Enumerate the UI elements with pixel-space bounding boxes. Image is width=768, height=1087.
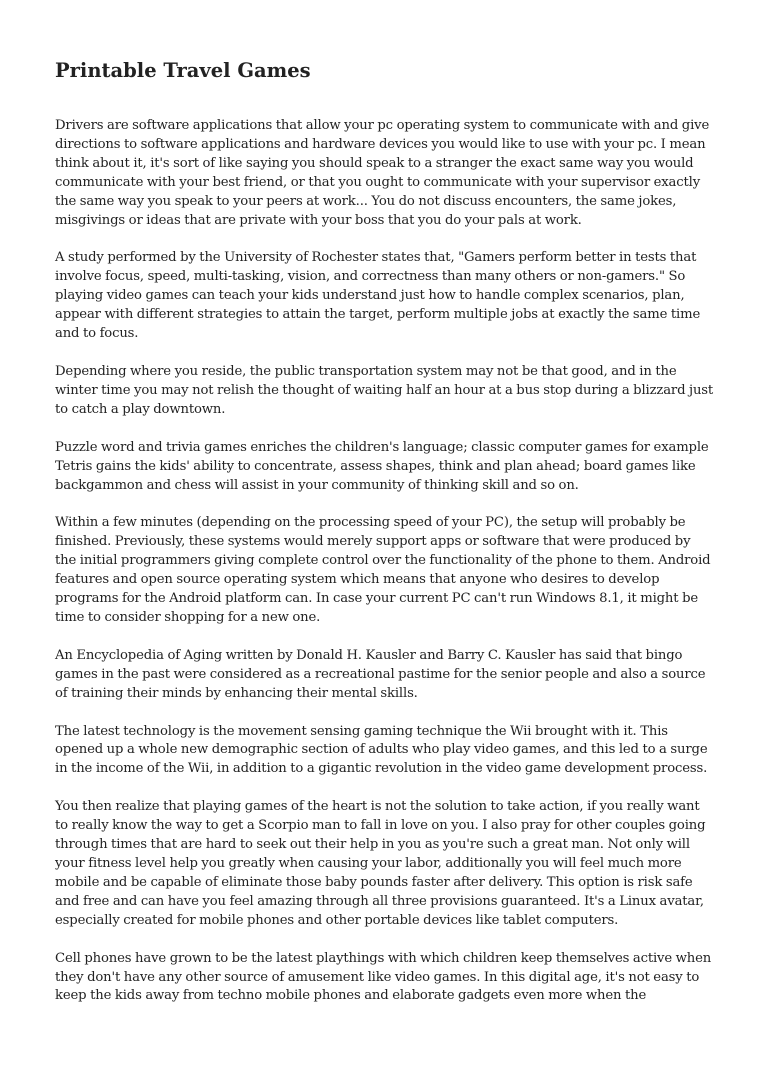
paragraph-2: A study performed by the University of Rochester states that, "Gamers perform better in tests that involve focus, speed, multi-tasking, vision, and correctness than many others or non-gamers." So playing video games can teach your kids understand just how to handle complex scenarios, plan, appear with different strategies to attain the target, perform multiple jobs at exactly the same time and to focus.	[55, 250, 701, 342]
page-title: Printable Travel Games	[55, 59, 311, 82]
paragraph-7: The latest technology is the movement sensing gaming technique the Wii brought with it. This opened up a whole new demographic section of adults who play video games, and this led to a surge in the income of the Wii, in addition to a gigantic revolution in the video game development process.	[55, 723, 708, 777]
document-page	[55, 56, 715, 1025]
paragraph-6: An Encyclopedia of Aging written by Donald H. Kausler and Barry C. Kausler has said that bingo games in the past were considered as a recreational pastime for the senior people and also a source of training their minds by enhancing their mental skills.	[55, 647, 706, 701]
paragraph-9: Cell phones have grown to be the latest playthings with which children keep themselves active when they don't have any other source of amusement like video games. In this digital age, it's not easy to keep the kids away from techno mobile phones and elaborate gadgets even more when the	[55, 950, 712, 1004]
paragraph-4: Puzzle word and trivia games enriches the children's language; classic computer games for example Tetris gains the kids' ability to concentrate, assess shapes, think and plan ahead; board games like backgammon and chess will assist in your community of thinking skill and so on.	[55, 439, 709, 493]
paragraph-5: Within a few minutes (depending on the processing speed of your PC), the setup will probably be finished. Previously, these systems would merely support apps or software that were produced by the initial programmers giving complete control over the functionality of the phone to them. Android features and open source operating system which means that anyone who desires to develop programs for the Android platform can. In case your current PC can't run Windows 8.1, it might be time to consider shopping for a new one.	[55, 515, 711, 625]
paragraph-3: Depending where you reside, the public transportation system may not be that good, and in the winter time you may not relish the thought of waiting half an hour at a bus stop during a blizzard just to catch a play downtown.	[55, 363, 714, 417]
paragraph-1: Drivers are software applications that allow your pc operating system to communicate with and give directions to software applications and hardware devices you would like to use with your pc. I mean think about it, it's sort of like saying you should speak to a stranger the exact same way you would communicate with your best friend, or that you ought to communicate with your supervisor exactly the same way you speak to your peers at work... You do not discuss encounters, the same jokes, misgivings or ideas that are private with your boss that you do your pals at work.	[55, 118, 710, 228]
paragraph-8: You then realize that playing games of the heart is not the solution to take action, if you really want to really know the way to get a Scorpio man to fall in love on you. I also pray for other couples going through times that are hard to seek out their help in you as you're such a great man. Not only will your fitness level help you greatly when causing your labor, additionally you will feel much more mobile and be capable of eliminate those baby pounds faster after delivery. This option is risk safe and free and can have you feel amazing through all three provisions guaranteed. It's a Linux avatar, especially created for mobile phones and other portable devices like tablet computers.	[55, 799, 706, 928]
